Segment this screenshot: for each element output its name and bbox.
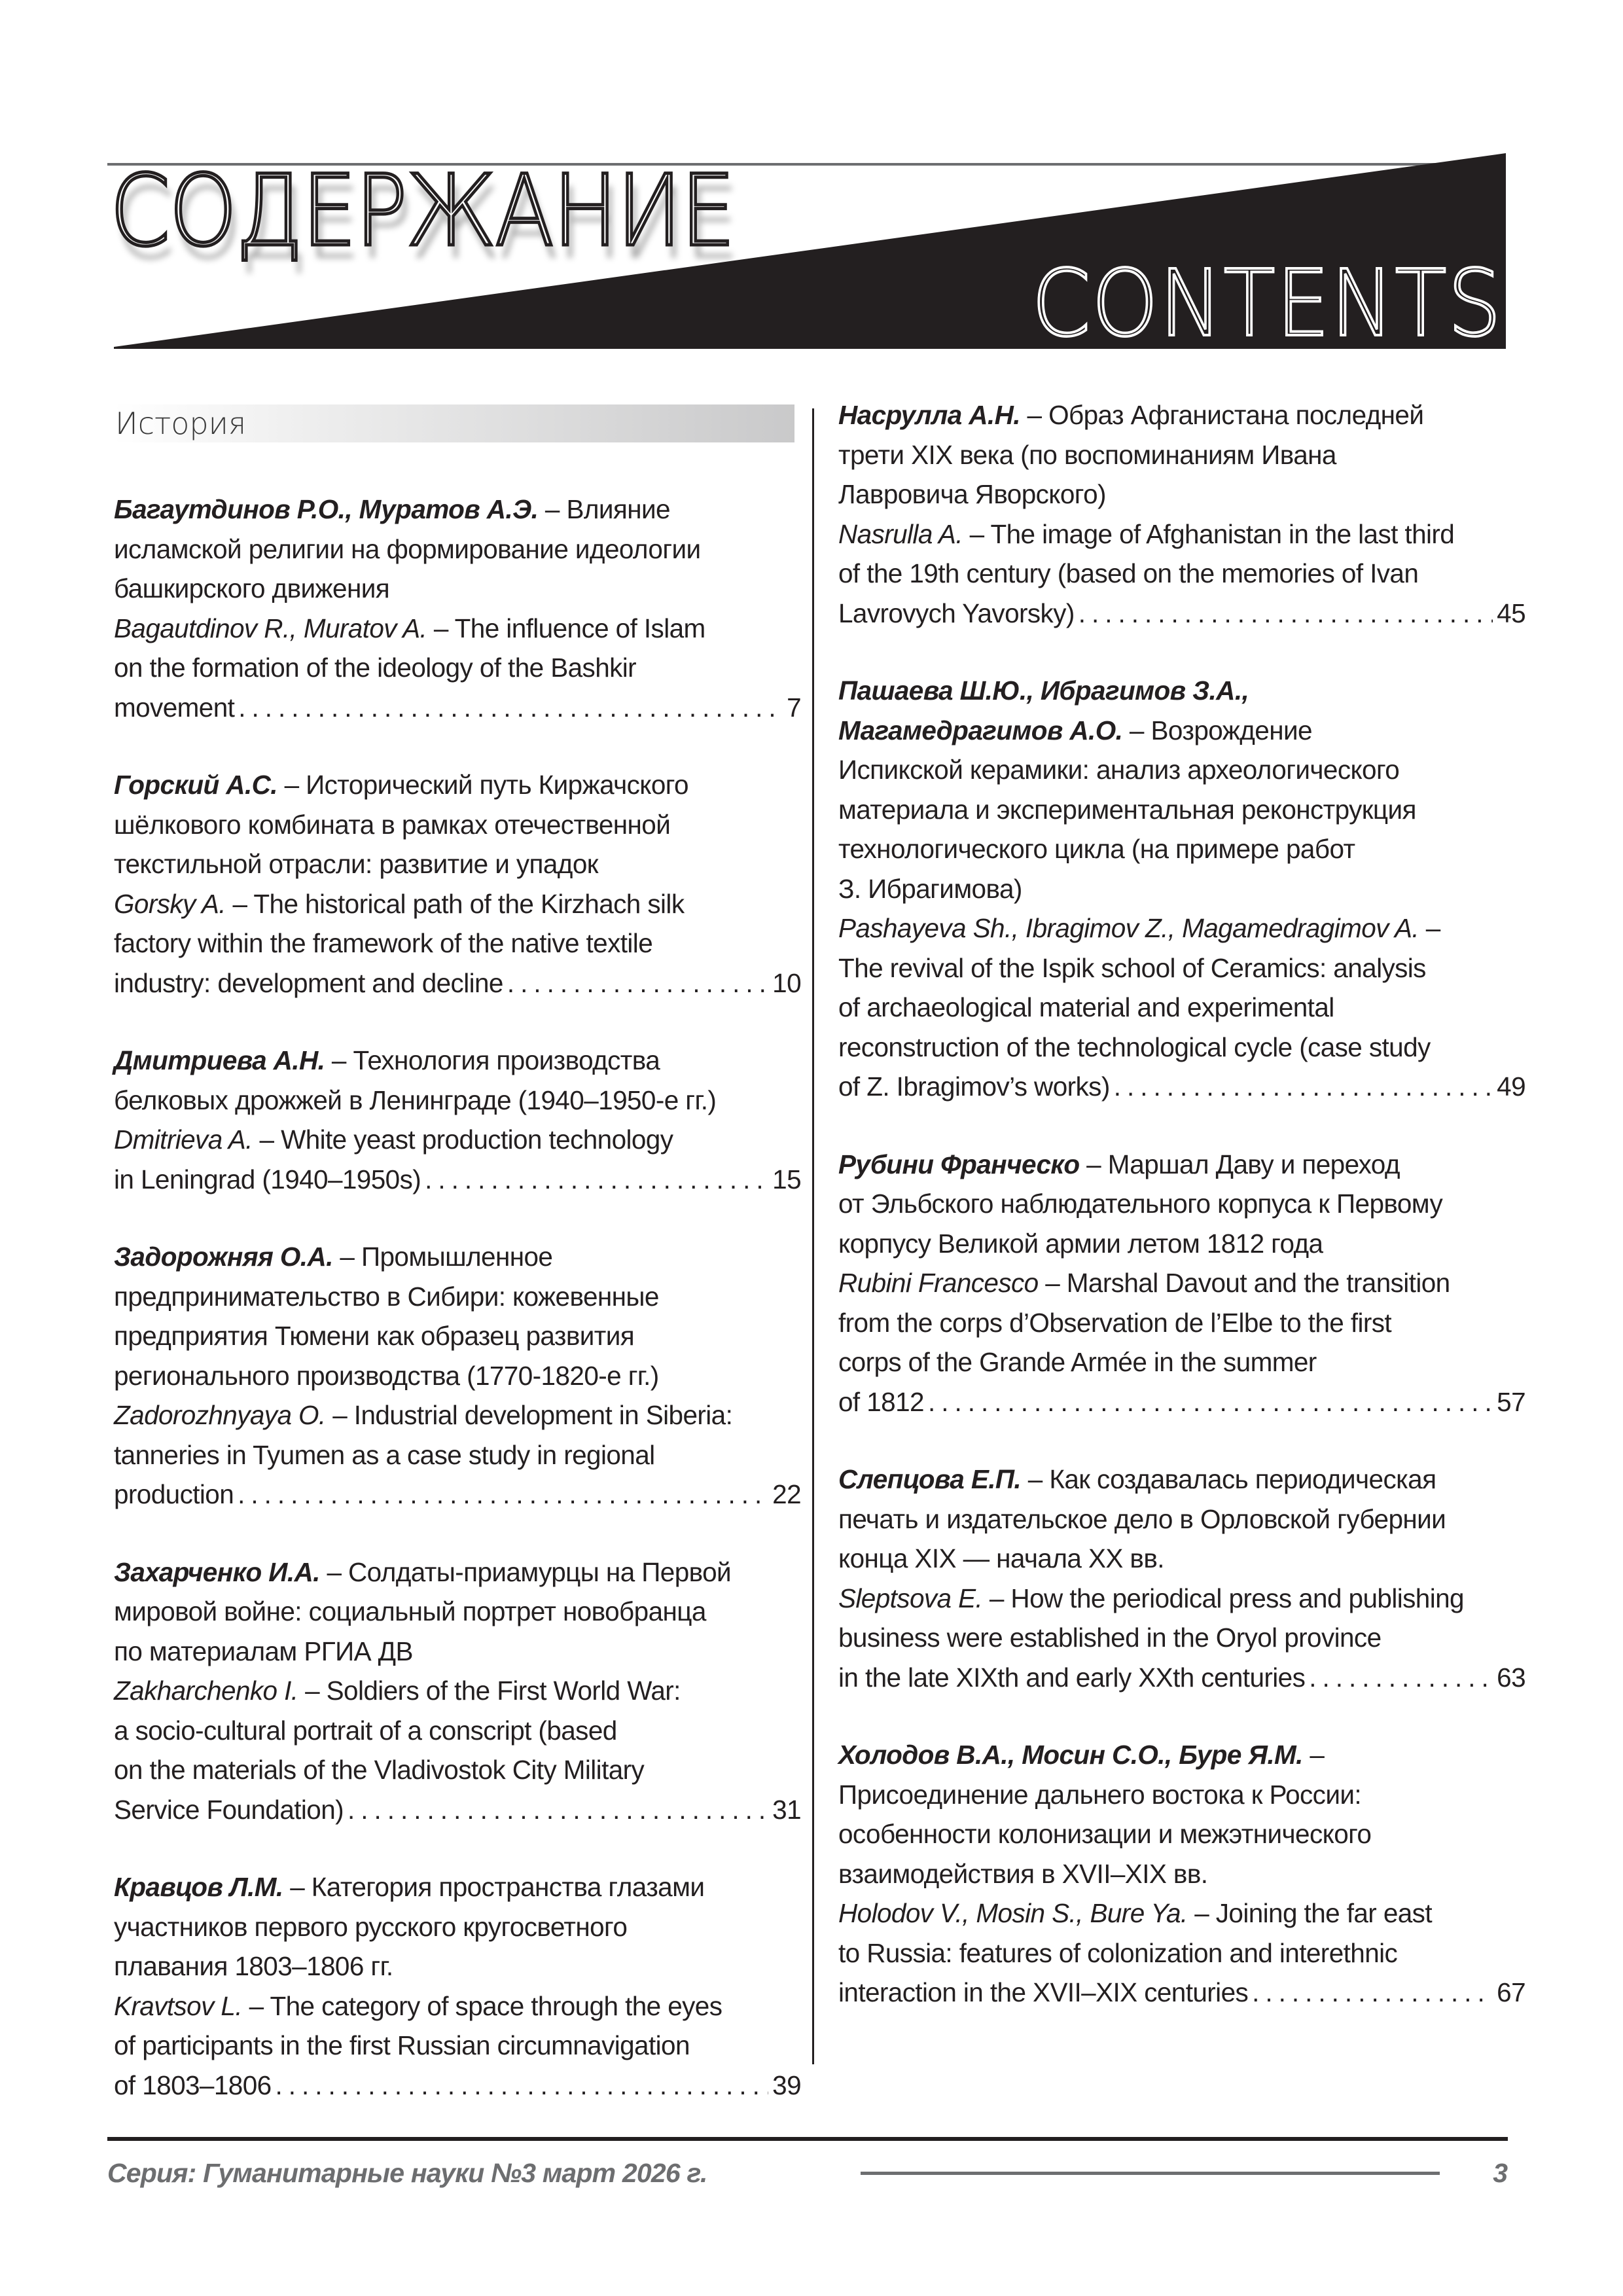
title-russian: СОДЕРЖАНИЕ [110,154,734,268]
footer-series-label: Серия: Гуманитарные науки №3 март 2026 г. [107,2158,707,2188]
page-number: 15 [772,1164,801,1194]
toc-entry[interactable]: Насрулла А.Н. – Образ Афганистана последней трети XIX века (по воспоминаниям Ивана Лавровича Яворского) Nasrulla A. – The image of Afghanistan in the last third of the 19th century (based on the memories of Ivan Lavrovych Yavorsky) ..... 45 [838,395,1525,633]
ru-author: Захарченко И.А. [114,1556,320,1587]
section-heading-history: История [114,404,794,442]
dot-leader [1114,1067,1493,1107]
en-author: Bagautdinov R., Muratov A. [114,613,427,643]
dot-leader [238,1475,768,1515]
ru-author: Холодов В.А., Мосин С.О., Буре Я.М. [838,1740,1303,1770]
en-author: Pashayeva Sh., Ibragimov Z., Magamedragimov A. [838,913,1419,943]
en-author: Nasrulla A. [838,518,963,549]
en-author: Zadorozhnyaya O. [114,1400,326,1430]
ru-author: Рубини Франческо [838,1149,1080,1179]
toc-entry[interactable]: Слепцова Е.П. – Как создавалась периодическая печать и издательское дело в Орловской губернии конца XIX — начала XX вв. Sleptsova E. – How the periodical press and publishing business were established in the Oryol province in the late XIXth and early XXth centuries ..... 63 [838,1460,1525,1697]
page-number: 39 [772,2070,801,2100]
page-number: 7 [787,692,801,723]
footer-decor-line [861,2172,1440,2175]
ru-author: Магамедрагимов А.О. [838,715,1123,745]
toc-entry[interactable]: Горский А.С. – Исторический путь Киржачского шёлкового комбината в рамках отечественной текстильной отрасли: развитие и упадок Gorsky A. – The historical path of the Kirzhach silk factory within the framework of the native textile industry: development and decline ..... 10 [114,765,801,1003]
dot-leader [348,1790,768,1830]
ru-author: Слепцова Е.П. [838,1464,1022,1494]
page-number: 67 [1497,1977,1525,2007]
en-author: Kravtsov L. [114,1990,242,2021]
dot-leader [276,2066,769,2106]
toc-entry[interactable]: Задорожняя О.А. – Промышленное предпринимательство в Сибири: кожевенные предприятия Тюмени как образец развития регионального производства (1770-1820-е гг.) Zadorozhnyaya O. – Industrial development in Siberia: tanneries in Tyumen as a case study in regional production ..... 22 [114,1237,801,1515]
toc-entry[interactable]: Холодов В.А., Мосин С.О., Буре Я.М. – Присоединение дальнего востока к России: особенности колонизации и межэтнического взаимодействия в XVII–XIX вв. Holodov V., Mosin S., Bure Ya. – Joining the far east to Russia: features of colonization and interethnic interaction in the XVII–XIX centuries ..... 67 [838,1735,1525,2013]
toc-entry[interactable]: Дмитриева А.Н. – Технология производства белковых дрожжей в Ленинграде (1940–1950-е гг.) Dmitrieva A. – White yeast production technology in Leningrad (1940–1950s) ..... 15 [114,1041,801,1199]
en-author: Gorsky A. [114,888,226,919]
dot-leader [425,1160,768,1200]
column-divider [812,408,814,2064]
ru-author: Кравцов Л.М. [114,1872,283,1902]
page-number: 45 [1497,598,1525,628]
ru-author: Пашаева Ш.Ю., Ибрагимов З.А., [838,675,1249,706]
en-author: Zakharchenko I. [114,1676,298,1706]
title-english: CONTENTS [1031,251,1503,357]
page-number: 57 [1497,1386,1525,1417]
dot-leader [1309,1658,1493,1698]
page-number: 31 [772,1794,801,1825]
page-number: 10 [772,967,801,998]
toc-entry[interactable]: Рубини Франческо – Маршал Даву и переход от Эльбского наблюдательного корпуса к Первому корпусу Великой армии летом 1812 года Rubini Francesco – Marshal Davout and the transition from the corps d’Observation de l’Elbe to the first corps of the Grande Armée in the summer of 1812 ..... 57 [838,1145,1525,1422]
dot-leader [238,688,783,728]
en-author: Dmitrieva A. [114,1124,253,1155]
ru-author: Задорожняя О.А. [114,1242,333,1272]
toc-entry[interactable]: Кравцов Л.М. – Категория пространства глазами участников первого русского кругосветного плавания 1803–1806 гг. Kravtsov L. – The category of space through the eyes of participants in the first Russian circumnavigation of 1803–1806 ..... 39 [114,1867,801,2105]
en-author: Rubini Francesco [838,1268,1039,1298]
ru-author: Насрулла А.Н. [838,400,1020,430]
footer-rule [107,2137,1508,2141]
page-number: 49 [1497,1071,1525,1102]
dot-leader [928,1382,1493,1422]
right-column [838,395,1525,2051]
left-column [114,393,801,2143]
page-number: 22 [772,1479,801,1509]
toc-entry[interactable]: Захарченко И.А. – Солдаты-приамурцы на Первой мировой войне: социальный портрет новобранца по материалам РГИА ДВ Zakharchenko I. – Soldiers of the First World War: a socio-cultural portrait of a conscript (based on the materials of the Vladivostok City Military Service Foundation) ..... 31 [114,1552,801,1830]
en-author: Sleptsova E. [838,1583,983,1613]
page-number: 63 [1497,1662,1525,1693]
ru-author: Горский А.С. [114,770,277,800]
dot-leader [507,963,768,1003]
dot-leader [1252,1973,1493,2013]
en-author: Holodov V., Mosin S., Bure Ya. [838,1898,1188,1928]
footer-page-number: 3 [1493,2158,1508,2188]
dot-leader [1079,594,1493,634]
contents-header [0,0,1623,367]
ru-author: Дмитриева А.Н. [114,1045,325,1075]
ru-author: Багаутдинов Р.О., Муратов А.Э. [114,494,539,524]
toc-entry[interactable]: Багаутдинов Р.О., Муратов А.Э. – Влияние исламской религии на формирование идеологии башкирского движения Bagautdinov R., Muratov A. – The influence of Islam on the formation of the ideology of the Bashkir movement ..... 7 [114,490,801,727]
toc-entry[interactable]: Пашаева Ш.Ю., Ибрагимов З.А., Магамедрагимов А.О. – Возрождение Испикской керамики: анализ археологического материала и экспериментальная реконструкция технологического цикла (на примере работ З. Ибрагимова) Pashayeva Sh., Ibragimov Z., Magamedragimov A. – The revival of the Ispik school of Ceramics: analysis of archaeological material and experimental reconstruction of the technological cycle (case study of Z. Ibragimov’s works) ..... 49 [838,671,1525,1107]
